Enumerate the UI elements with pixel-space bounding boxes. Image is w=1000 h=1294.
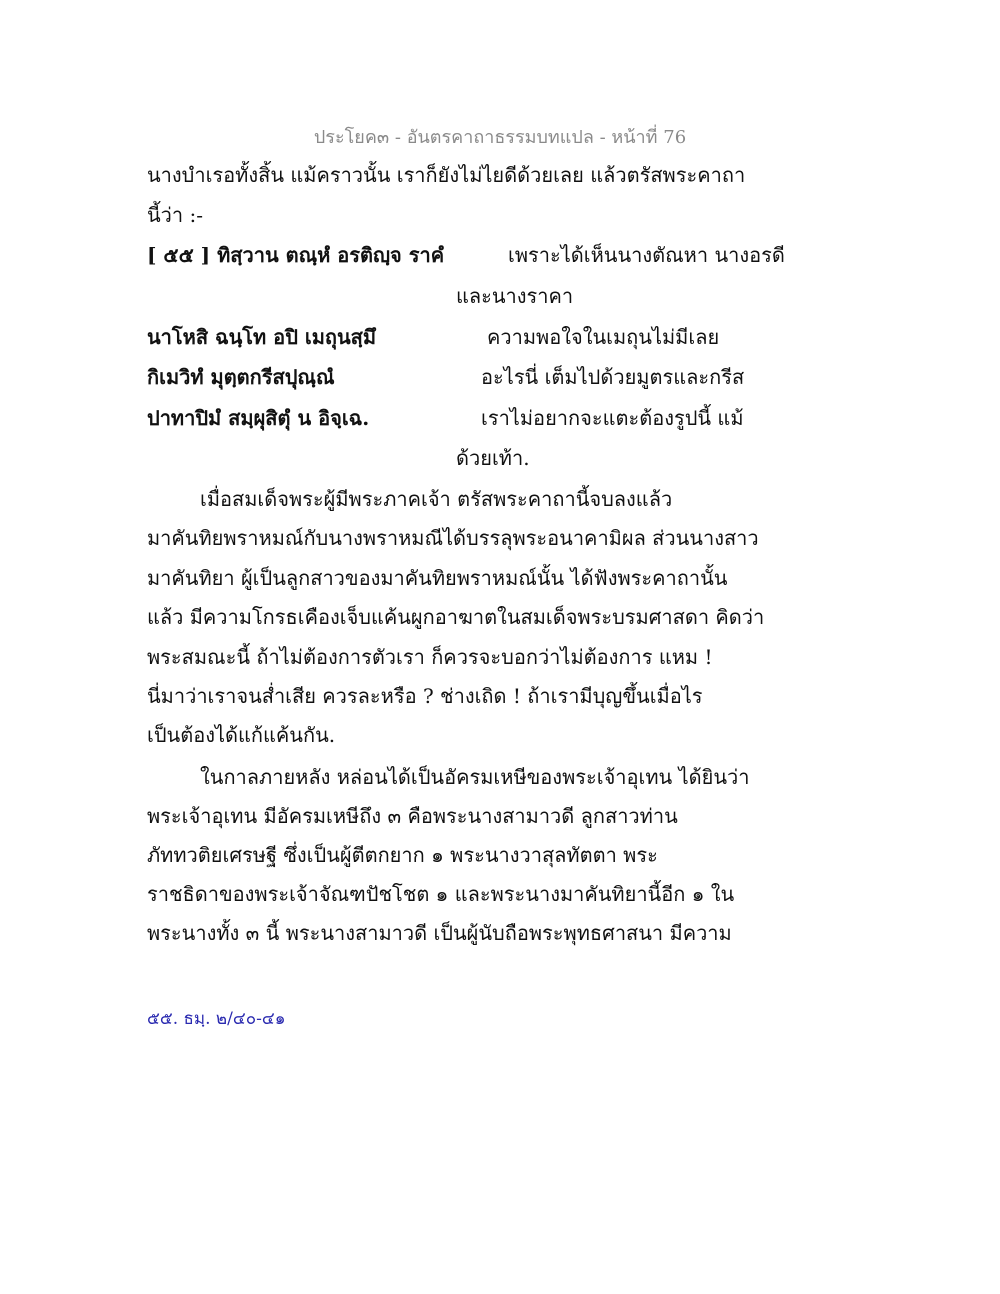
verse-pali: [ ๕๕ ] ทิสฺวาน ตณฺหํ อรติญฺจ ราคํ xyxy=(147,243,445,267)
footnote: ๕๕. ธมฺ. ๒/๔๐-๔๑ xyxy=(147,1009,286,1029)
verse-pali: กิเมวิทํ มุตฺตกรีสปุณฺณํ xyxy=(147,365,335,389)
paragraph-line: ราชธิดาของพระเจ้าจัณฑปัชโชต ๑ และพระนางมาคันทิยานี้อีก ๑ ใน xyxy=(147,882,735,906)
verse-pali: ปาทาปิมํ สมฺผุสิตุํ น อิจฺเฉ. xyxy=(147,406,370,430)
paragraph-line: เป็นต้องได้แก้แค้นกัน. xyxy=(147,723,336,747)
paragraph-line: พระเจ้าอุเทน มีอัครมเหษีถึง ๓ คือพระนางสามาวดี ลูกสาวท่าน xyxy=(147,804,678,828)
paragraph-line: ภัททวติยเศรษฐี ซึ่งเป็นผู้ตีตกยาก ๑ พระนางวาสุลทัตตา พระ xyxy=(147,843,658,867)
paragraph-line: มาคันทิยา ผู้เป็นลูกสาวของมาคันทิยพราหมณ์นั้น ได้ฟังพระคาถานั้น xyxy=(147,566,728,590)
verse-thai-continuation: และนางราคา xyxy=(456,284,574,308)
paragraph-line: เมื่อสมเด็จพระผู้มีพระภาคเจ้า ตรัสพระคาถานี้จบลงแล้ว xyxy=(200,487,673,511)
verse-thai: เพราะได้เห็นนางตัณหา นางอรดี xyxy=(508,243,785,267)
paragraph-line: แล้ว มีความโกรธเคืองเจ็บแค้นผูกอาฆาตในสมเด็จพระบรมศาสดา คิดว่า xyxy=(147,605,765,629)
verse-pali: นาโหสิ ฉนฺโท อปิ เมถุนสฺมึ xyxy=(147,325,377,349)
verse-thai: เราไม่อยากจะแตะต้องรูปนี้ แม้ xyxy=(481,406,744,430)
intro-line: นางบำเรอทั้งสิ้น แม้คราวนั้น เราก็ยังไม่ไยดีด้วยเลย แล้วตรัสพระคาถา xyxy=(147,163,746,187)
verse-thai: อะไรนี่ เต็มไปด้วยมูตรและกรีส xyxy=(481,365,745,389)
paragraph-line: ในกาลภายหลัง หล่อนได้เป็นอัครมเหษีของพระเจ้าอุเทน ได้ยินว่า xyxy=(200,765,750,789)
page-header: ประโยค๓ - อันตรคาถาธรรมบทแปล - หน้าที่ 76 xyxy=(313,127,687,148)
paragraph-line: พระนางทั้ง ๓ นี้ พระนางสามาวดี เป็นผู้นับถือพระพุทธศาสนา มีความ xyxy=(147,921,732,945)
paragraph-line: มาคันทิยพราหมณ์กับนางพราหมณีได้บรรลุพระอนาคามิผล ส่วนนางสาว xyxy=(147,526,759,550)
verse-thai-continuation: ด้วยเท้า. xyxy=(456,446,530,470)
paragraph-line: พระสมณะนี้ ถ้าไม่ต้องการตัวเรา ก็ควรจะบอกว่าไม่ต้องการ แหม ! xyxy=(147,645,713,669)
paragraph-line: นี่มาว่าเราจนส่ำเสีย ควรละหรือ ? ช่างเถิด ! ถ้าเรามีบุญขึ้นเมื่อไร xyxy=(147,684,703,708)
verse-thai: ความพอใจในเมถุนไม่มีเลย xyxy=(487,325,720,349)
intro-line: นี้ว่า :- xyxy=(147,203,203,227)
